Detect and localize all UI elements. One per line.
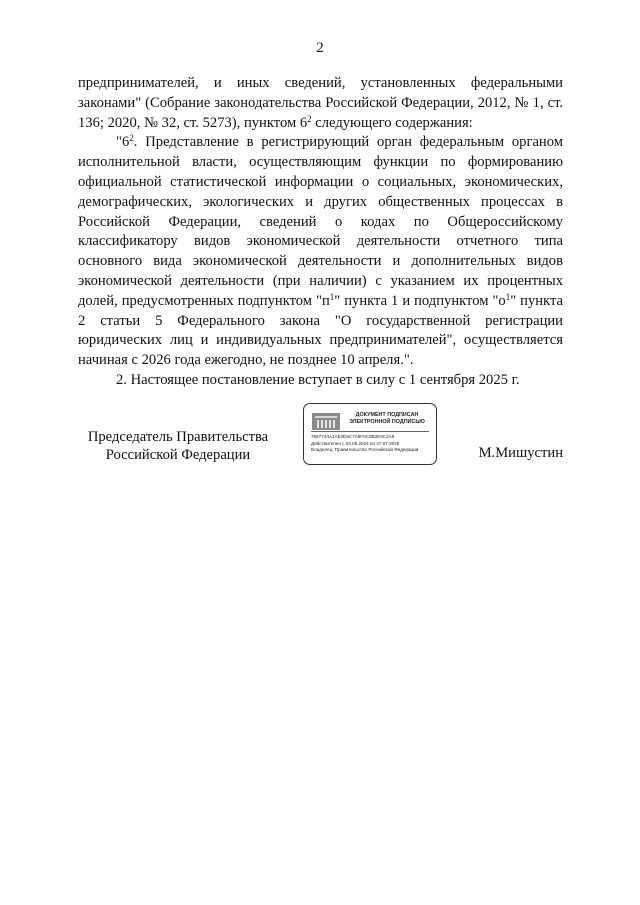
paragraph-text: предпринимателей, и иных сведений, установленных федеральными законами" (Собрание законодательства Российской Федерации, 2012, № 1, ст. 136; 2020, № 32, ст. 5273), пунктом 6 [78, 75, 563, 131]
stamp-validity: Действителен с 03.05.2024 по 27.07.2025 [311, 441, 400, 446]
page-number: 2 [316, 40, 324, 56]
stamp-title-line: ЭЛЕКТРОННОЙ ПОДПИСЬЮ [349, 418, 425, 425]
paragraph-text: следующего содержания: [311, 114, 473, 131]
electronic-signature-stamp [303, 403, 437, 465]
signatory-title-line: Российской Федерации [105, 447, 251, 463]
paragraph-text: " пункта 2 статьи 5 Федерального закона "О государственной регистрации юридических лиц и индивидуальных предпринимателей", осуществляется начиная с 2026 года ежегодно, не позднее 10 апреля.". [78, 292, 563, 369]
stamp-certificate-number: 7667744A2AE3E9C7A8F0C5B2E5C2A6 [311, 434, 395, 439]
stamp-title-line: ДОКУМЕНТ ПОДПИСАН [355, 412, 419, 418]
signatory-title [78, 428, 278, 464]
superscript: 1 [329, 291, 335, 302]
stamp-divider [311, 431, 429, 432]
superscript: 2 [307, 113, 312, 124]
paragraph-effective-date: 2. Настоящее постановление вступает в силу с 1 сентября 2025 г. [116, 371, 520, 388]
paragraph-text: . Представление в регистрирующий орган федеральным органом исполнительной власти, осуществляющим функции по формированию официальной статистической информации о социальных, экономических, демографических, экологических и других общественных процессах в Российской Федерации, сведений о кодах по Общероссийскому классификатору видов экономической деятельности отчетного типа основного вида экономической деятельности и дополнительных видов экономической деятельности (при наличии) с указанием их процентных долей, предусмотренных подпунктом "п [78, 134, 563, 309]
paragraph-text: "6 [116, 134, 130, 151]
stamp-title [344, 412, 430, 426]
paragraph-amendment-intro [78, 74, 563, 133]
stamp-owner: Владелец: Правительство Российской Федерации [311, 447, 419, 452]
government-building-icon [311, 411, 341, 431]
paragraph-new-clause [78, 133, 563, 371]
superscript: 2 [129, 133, 134, 144]
signatory-title-line: Председатель Правительства [87, 429, 269, 445]
superscript: 1 [505, 291, 511, 302]
signatory-name: М.Мишустин [478, 445, 563, 461]
document-body [78, 74, 563, 391]
paragraph-text: " пункта 1 и подпунктом "о [334, 292, 506, 309]
